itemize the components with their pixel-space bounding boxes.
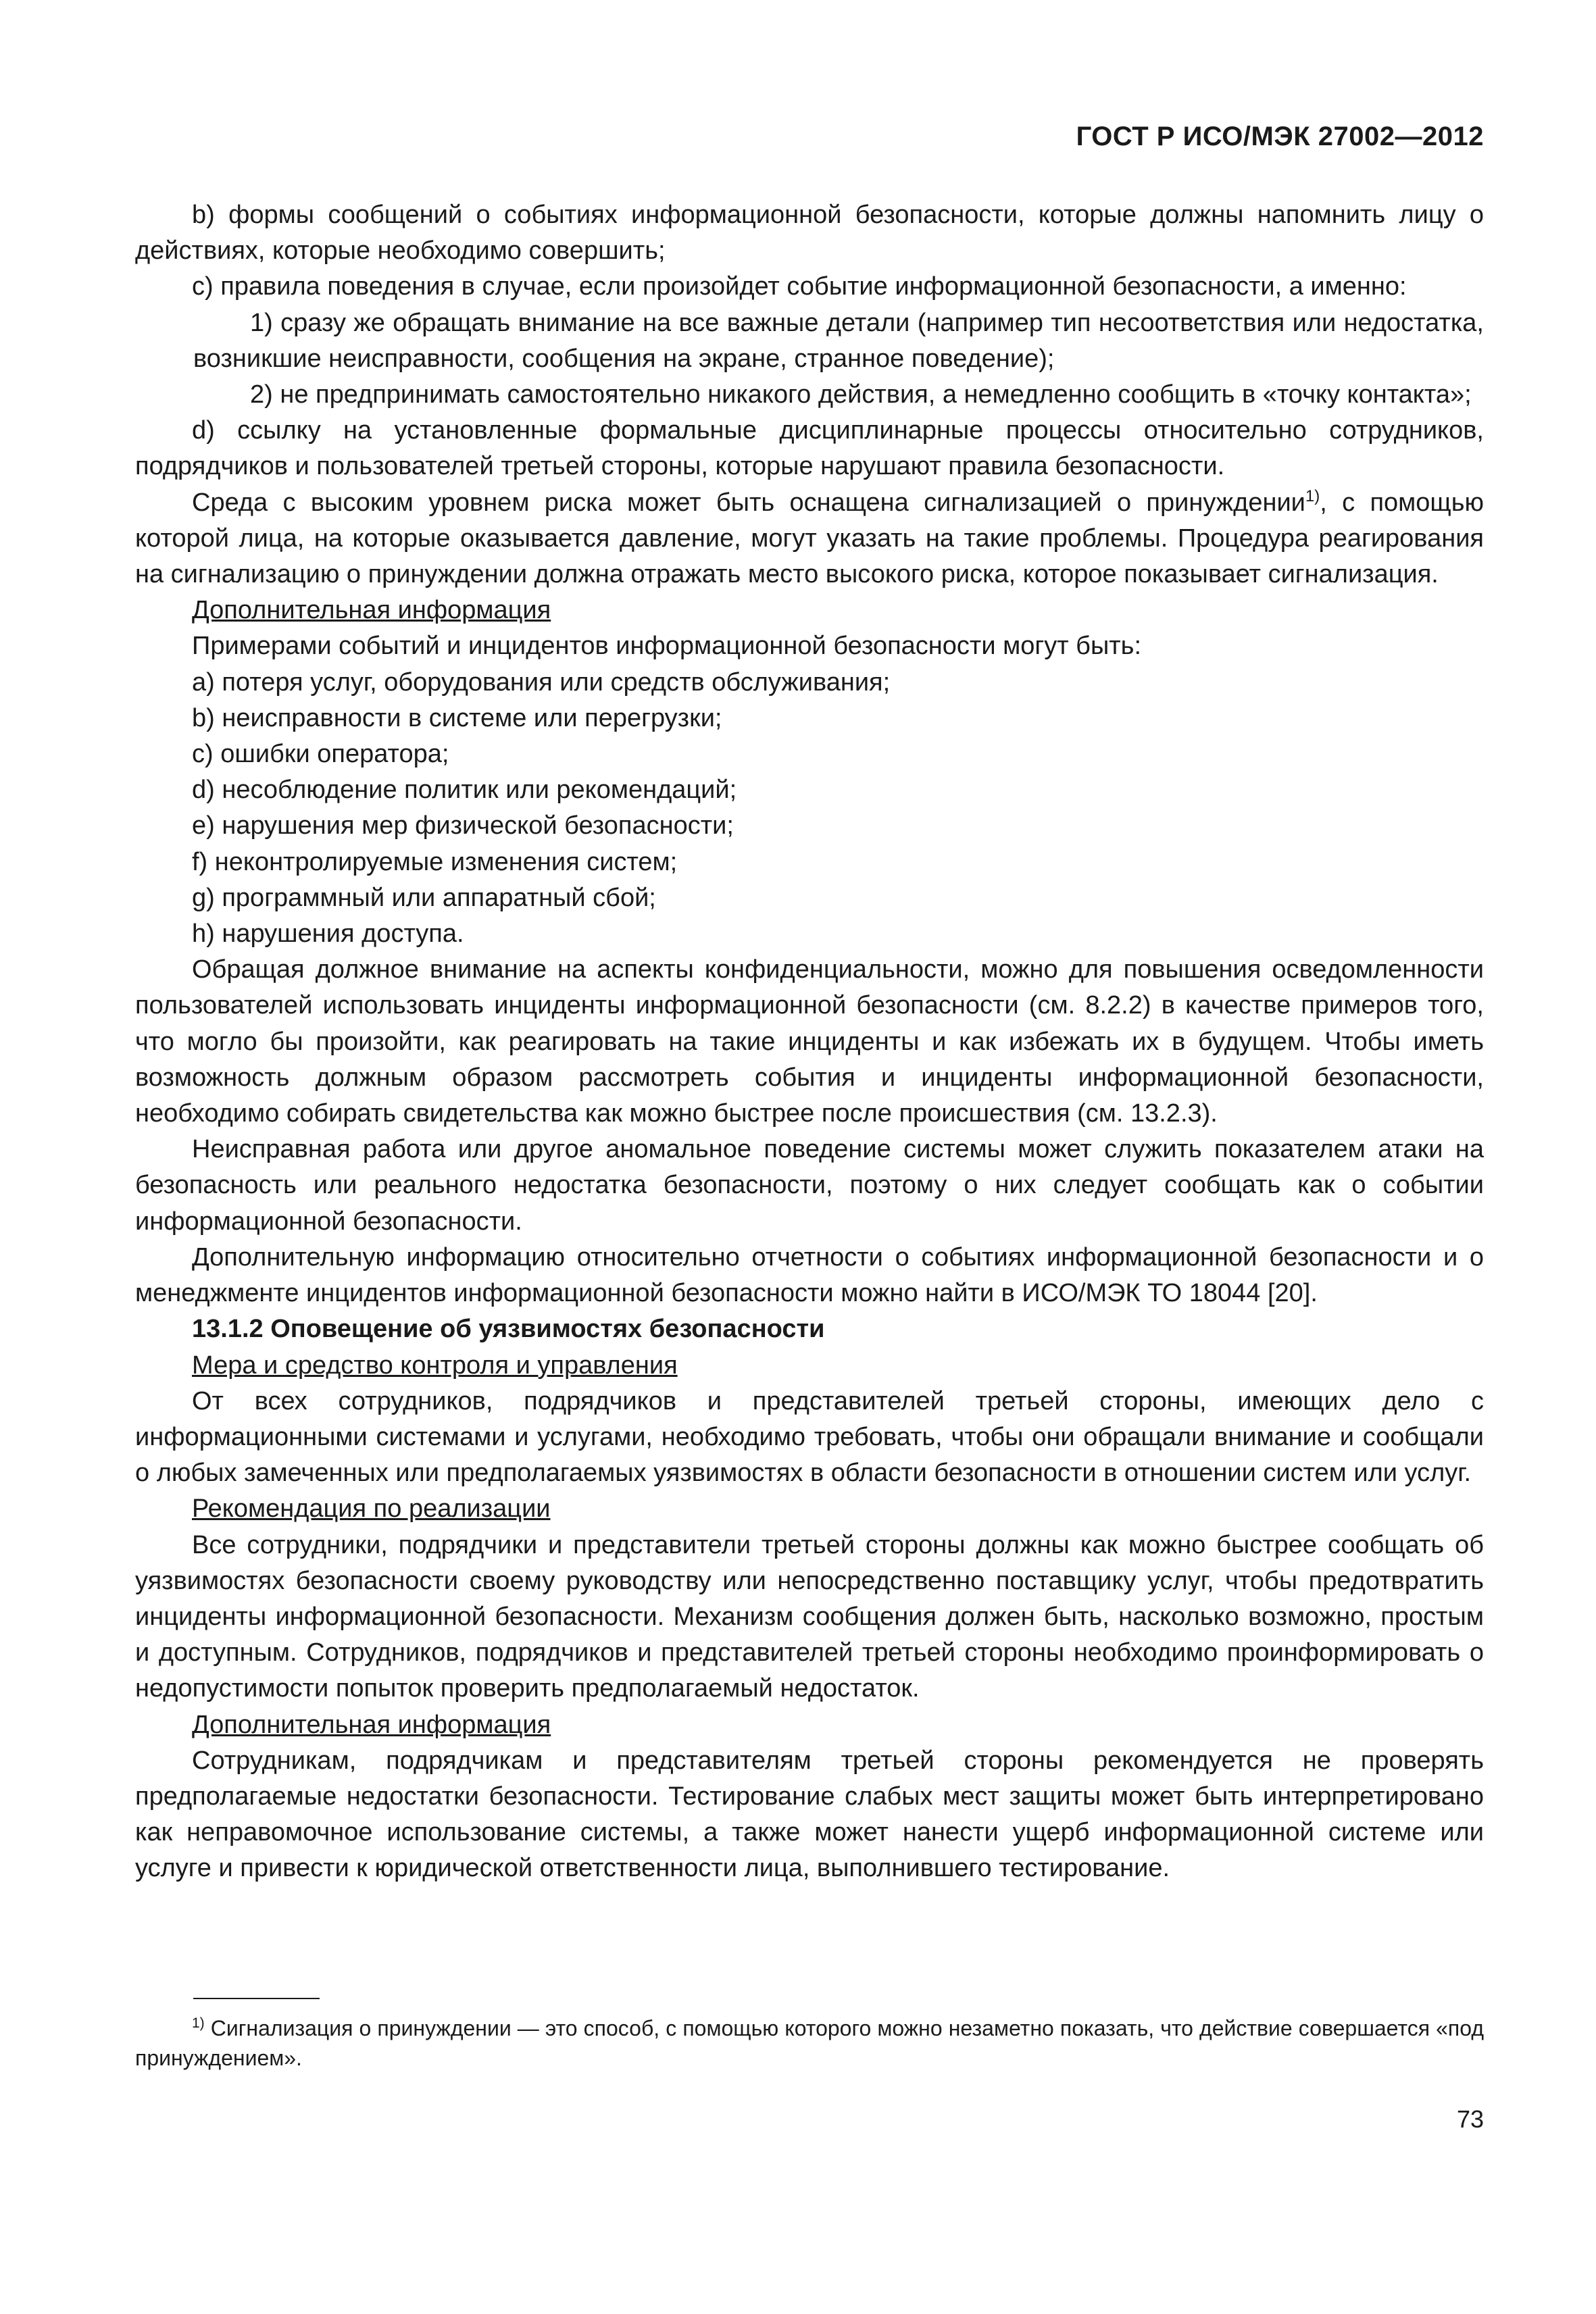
- paragraph: Сотрудникам, подрядчикам и представителям третьей стороны рекомендуется не проверять предполагаемые недостатки безопасности. Тестирование слабых мест защиты может быть интерпретировано как неправомочное использование системы, а также может нанести ущерб информационной системе или услуге и привести к юридической ответственности лица, выполнившего тестирование.: [135, 1746, 1484, 1883]
- list-item: f) неконтролируемые изменения систем;: [192, 847, 678, 876]
- footnote-text: Сигнализация о принуждении — это способ, с помощью которого можно незаметно показать, что действие совершается «под принуждением».: [135, 2016, 1484, 2070]
- list-item: b) неисправности в системе или перегрузки;: [192, 703, 722, 732]
- paragraph: Дополнительную информацию относительно отчетности о событиях информационной безопасности и о менеджменте инцидентов информационной безопасности можно найти в ИСО/МЭК ТО 18044 [20].: [135, 1242, 1484, 1308]
- paragraph: b) формы сообщений о событиях информационной безопасности, которые должны напомнить лицу о действиях, которые необходимо совершить;: [135, 201, 1484, 266]
- section-heading: 13.1.2 Оповещение об уязвимостях безопасности: [192, 1315, 825, 1344]
- footnote-separator: [193, 1998, 320, 1999]
- paragraph: Неисправная работа или другое аномальное поведение системы может служить показателем атаки на безопасность или реального недостатка безопасности, поэтому о них следует сообщать как о событии информационной безопасности.: [135, 1135, 1484, 1236]
- subsection-label: Дополнительная информация: [192, 596, 551, 625]
- list-item: e) нарушения мер физической безопасности;: [192, 811, 734, 840]
- footnote: [135, 2013, 1484, 2073]
- standard-designation: ГОСТ Р ИСО/МЭК 27002—2012: [1076, 122, 1484, 151]
- list-item: g) программный или аппаратный сбой;: [192, 883, 656, 912]
- body-text: [135, 197, 1484, 1887]
- paragraph: d) ссылку на установленные формальные дисциплинарные процессы относительно сотрудников, подрядчиков и пользователей третьей стороны, которые нарушают правила безопасности.: [135, 416, 1484, 481]
- list-item: h) нарушения доступа.: [192, 920, 464, 949]
- footnote-reference: 1): [1305, 486, 1320, 505]
- list-item: c) ошибки оператора;: [192, 740, 449, 769]
- paragraph: Обращая должное внимание на аспекты конфиденциальности, можно для повышения осведомленности пользователей использовать инциденты информационной безопасности (см. 8.2.2) в качестве примеров того, что могло бы произойти, как реагировать на такие инциденты и как избежать их в будущем. Чтобы иметь возможность должным образом рассмотреть события и инциденты информационной безопасности, необходимо собирать свидетельства как можно быстрее после происшествия (см. 13.2.3).: [135, 955, 1484, 1128]
- paragraph: Примерами событий и инцидентов информационной безопасности могут быть:: [192, 632, 1142, 661]
- paragraph: От всех сотрудников, подрядчиков и представителей третьей стороны, имеющих дело с информационными системами и услугами, необходимо требовать, чтобы они обращали внимание и сообщали о любых замеченных или предполагаемых уязвимостях в области безопасности в отношении систем или услуг.: [135, 1386, 1484, 1488]
- sub-list-item: 1) сразу же обращать внимание на все важные детали (например тип несоответствия или недостатка, возникшие неисправности, сообщения на экране, странное поведение);: [193, 308, 1484, 373]
- list-item: d) несоблюдение политик или рекомендаций;: [192, 776, 737, 805]
- list-item: a) потеря услуг, оборудования или средств обслуживания;: [192, 668, 891, 697]
- paragraph-with-footnote-ref: [135, 485, 1484, 593]
- paragraph-text: Среда с высоким уровнем риска может быть оснащена сигнализацией о принуждении: [192, 488, 1305, 517]
- paragraph: c) правила поведения в случае, если произойдет событие информационной безопасности, а именно:: [192, 272, 1407, 301]
- footnote-marker: 1): [192, 2015, 205, 2031]
- paragraph: Все сотрудники, подрядчики и представители третьей стороны должны как можно быстрее сообщать об уязвимостях безопасности своему руководству или непосредственно поставщику услуг, чтобы предотвратить инциденты информационной безопасности. Механизм сообщения должен быть, насколько возможно, простым и доступным. Сотрудников, подрядчиков и представителей третьей стороны необходимо проинформировать о недопустимости попыток проверить предполагаемый недостаток.: [135, 1530, 1484, 1703]
- paragraph-text: , с помощью которой лица, на которые оказывается давление, могут указать на такие проблемы. Процедура реагирования на сигнализацию о принуждении должна отражать место высокого риска, которое показывает сигнализация.: [135, 488, 1484, 589]
- sub-list-item: 2) не предпринимать самостоятельно никакого действия, а немедленно сообщить в «точку контакта»;: [250, 380, 1472, 409]
- subsection-label: Дополнительная информация: [192, 1710, 551, 1739]
- page-header: [1076, 122, 1484, 152]
- page-number: 73: [1456, 2105, 1484, 2133]
- subsection-label: Рекомендация по реализации: [192, 1494, 551, 1524]
- subsection-label: Мера и средство контроля и управления: [192, 1351, 678, 1380]
